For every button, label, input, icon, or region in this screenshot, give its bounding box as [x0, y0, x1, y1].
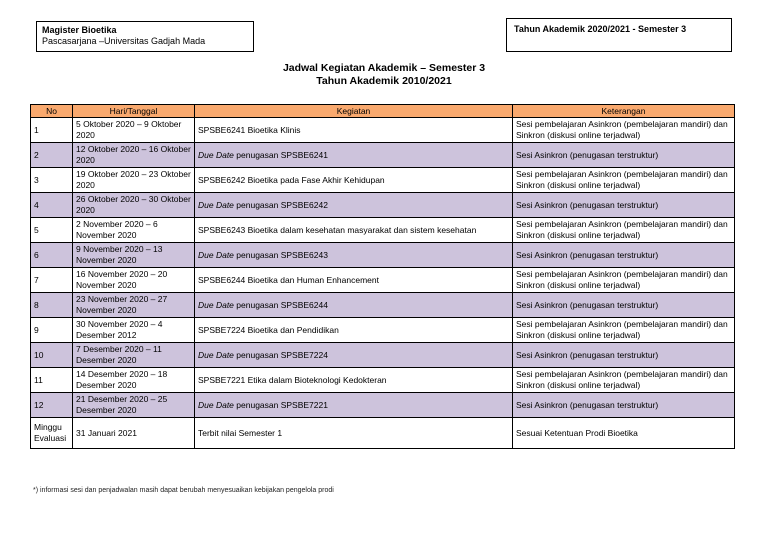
row-note: Sesi pembelajaran Asinkron (pembelajaran mandiri) dan Sinkron (diskusi online terjadwal): [513, 318, 735, 343]
header-activity: Kegiatan: [195, 105, 513, 118]
row-date: 2 November 2020 – 6 November 2020: [73, 218, 195, 243]
row-activity: [195, 193, 513, 218]
row-activity: [195, 393, 513, 418]
table-row: [31, 118, 735, 143]
row-activity: [195, 343, 513, 368]
row-activity: [195, 218, 513, 243]
row-note: Sesuai Ketentuan Prodi Bioetika: [513, 418, 735, 449]
row-note: Sesi Asinkron (penugasan terstruktur): [513, 243, 735, 268]
table-row: [31, 318, 735, 343]
program-info-box: [36, 21, 254, 52]
row-activity: [195, 168, 513, 193]
row-date: 23 November 2020 – 27 November 2020: [73, 293, 195, 318]
document-subtitle: Tahun Akademik 2010/2021: [316, 75, 452, 87]
row-note: Sesi Asinkron (penugasan terstruktur): [513, 393, 735, 418]
row-no: 2: [31, 143, 73, 168]
institution-name: Pascasarjana –Universitas Gadjah Mada: [42, 36, 206, 46]
row-note: Sesi pembelajaran Asinkron (pembelajaran mandiri) dan Sinkron (diskusi online terjadwal): [513, 368, 735, 393]
table-header-row: [31, 105, 735, 118]
header-date: Hari/Tanggal: [73, 105, 195, 118]
table-row: [31, 393, 735, 418]
row-no: 5: [31, 218, 73, 243]
table-row: [31, 268, 735, 293]
row-note: Sesi pembelajaran Asinkron (pembelajaran mandiri) dan Sinkron (diskusi online terjadwal): [513, 168, 735, 193]
row-activity: [195, 143, 513, 168]
row-date: 12 Oktober 2020 – 16 Oktober 2020: [73, 143, 195, 168]
row-no: Minggu Evaluasi: [31, 418, 73, 449]
row-date: 9 November 2020 – 13 November 2020: [73, 243, 195, 268]
row-no: 1: [31, 118, 73, 143]
row-date: 31 Januari 2021: [73, 418, 195, 449]
row-no: 12: [31, 393, 73, 418]
header-note: Keterangan: [513, 105, 735, 118]
table-row: [31, 143, 735, 168]
row-no: 9: [31, 318, 73, 343]
row-activity: [195, 318, 513, 343]
academic-year-label: Tahun Akademik 2020/2021 - Semester 3: [514, 24, 687, 34]
program-name: Magister Bioetika: [42, 25, 117, 35]
row-date: 14 Desember 2020 – 18 Desember 2020: [73, 368, 195, 393]
table-row: [31, 168, 735, 193]
row-no: 3: [31, 168, 73, 193]
row-date: 21 Desember 2020 – 25 Desember 2020: [73, 393, 195, 418]
due-date-label: Due Date: [198, 399, 234, 410]
row-no: 4: [31, 193, 73, 218]
due-date-label: Due Date: [198, 149, 234, 160]
row-note: Sesi Asinkron (penugasan terstruktur): [513, 143, 735, 168]
row-activity: [195, 243, 513, 268]
row-date: 26 Oktober 2020 – 30 Oktober 2020: [73, 193, 195, 218]
table-row: [31, 243, 735, 268]
table-row: [31, 293, 735, 318]
row-no: 8: [31, 293, 73, 318]
row-no: 10: [31, 343, 73, 368]
activity-text: SPSBE7221 Etika dalam Bioteknologi Kedokteran: [198, 374, 387, 385]
activity-text: SPSBE6241 Bioetika Klinis: [198, 124, 301, 135]
header-no: No: [31, 105, 73, 118]
activity-text: penugasan SPSBE7224: [233, 349, 328, 360]
row-note: Sesi pembelajaran Asinkron (pembelajaran mandiri) dan Sinkron (diskusi online terjadwal): [513, 118, 735, 143]
row-no: 7: [31, 268, 73, 293]
activity-text: Terbit nilai Semester 1: [198, 427, 283, 438]
row-date: 5 Oktober 2020 – 9 Oktober 2020: [73, 118, 195, 143]
row-activity: [195, 368, 513, 393]
table-row: [31, 418, 735, 449]
activity-text: SPSBE6243 Bioetika dalam kesehatan masyarakat dan sistem kesehatan: [198, 224, 477, 235]
due-date-label: Due Date: [198, 299, 234, 310]
activity-text: penugasan SPSBE7221: [233, 399, 328, 410]
row-date: 7 Desember 2020 – 11 Desember 2020: [73, 343, 195, 368]
row-activity: [195, 293, 513, 318]
table-row: [31, 193, 735, 218]
schedule-table: [30, 104, 735, 449]
row-activity: [195, 268, 513, 293]
row-note: Sesi Asinkron (penugasan terstruktur): [513, 343, 735, 368]
academic-year-box: [506, 18, 732, 52]
activity-text: penugasan SPSBE6243: [233, 249, 328, 260]
table-row: [31, 343, 735, 368]
document-title: Jadwal Kegiatan Akademik – Semester 3: [282, 62, 486, 74]
activity-text: SPSBE6244 Bioetika dan Human Enhancement: [198, 274, 379, 285]
due-date-label: Due Date: [198, 249, 234, 260]
due-date-label: Due Date: [198, 349, 234, 360]
activity-text: SPSBE7224 Bioetika dan Pendidikan: [198, 324, 339, 335]
row-note: Sesi Asinkron (penugasan terstruktur): [513, 293, 735, 318]
row-date: 19 Oktober 2020 – 23 Oktober 2020: [73, 168, 195, 193]
row-activity: [195, 118, 513, 143]
row-date: 30 November 2020 – 4 Desember 2012: [73, 318, 195, 343]
activity-text: penugasan SPSBE6242: [233, 199, 328, 210]
activity-text: penugasan SPSBE6241: [233, 149, 328, 160]
table-row: [31, 368, 735, 393]
activity-text: SPSBE6242 Bioetika pada Fase Akhir Kehidupan: [198, 174, 385, 185]
row-no: 6: [31, 243, 73, 268]
row-no: 11: [31, 368, 73, 393]
row-activity: [195, 418, 513, 449]
row-note: Sesi Asinkron (penugasan terstruktur): [513, 193, 735, 218]
footnote: *) informasi sesi dan penjadwalan masih dapat berubah menyesuaikan kebijakan pengelola prodi: [33, 487, 334, 494]
row-date: 16 November 2020 – 20 November 2020: [73, 268, 195, 293]
due-date-label: Due Date: [198, 199, 234, 210]
table-row: [31, 218, 735, 243]
row-note: Sesi pembelajaran Asinkron (pembelajaran mandiri) dan Sinkron (diskusi online terjadwal): [513, 268, 735, 293]
row-note: Sesi pembelajaran Asinkron (pembelajaran mandiri) dan Sinkron (diskusi online terjadwal): [513, 218, 735, 243]
activity-text: penugasan SPSBE6244: [233, 299, 328, 310]
